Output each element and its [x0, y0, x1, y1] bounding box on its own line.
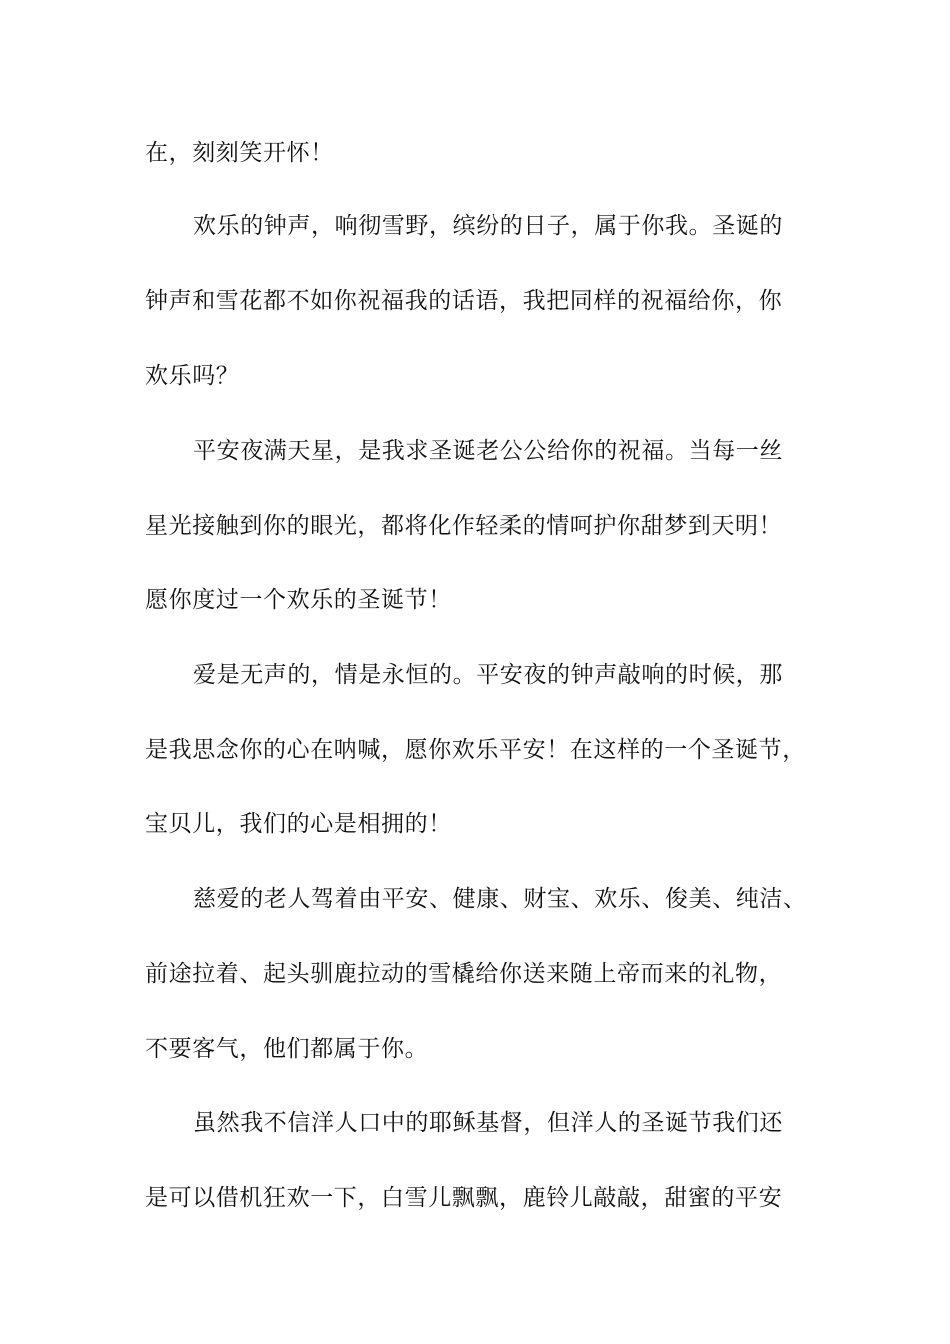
- text-line: 宝贝儿，我们的心是相拥的！: [145, 811, 452, 837]
- text-line: 欢乐吗？: [145, 363, 240, 389]
- text-line: 前途拉着、起头驯鹿拉动的雪橇给你送来随上帝而来的礼物，: [145, 961, 783, 987]
- text-line: 愿你度过一个欢乐的圣诞节！: [145, 587, 452, 613]
- text-line: 钟声和雪花都不如你祝福我的话语，我把同样的祝福给你，你: [145, 288, 783, 314]
- text-line: 是我思念你的心在呐喊，愿你欢乐平安！在这样的一个圣诞节，: [145, 737, 806, 763]
- text-line: 星光接触到你的眼光，都将化作轻柔的情呵护你甜梦到天明！: [145, 513, 783, 539]
- paragraph-first-line: 平安夜满天星，是我求圣诞老公公给你的祝福。当每一丝: [193, 438, 783, 464]
- paragraph-first-line: 慈爱的老人驾着由平安、健康、财宝、欢乐、俊美、纯洁、: [193, 886, 807, 912]
- paragraph-first-line: 爱是无声的，情是永恒的。平安夜的钟声敲响的时候，那: [193, 662, 783, 688]
- paragraph-first-line: 欢乐的钟声，响彻雪野，缤纷的日子，属于你我。圣诞的: [193, 213, 783, 239]
- paragraph-first-line: 虽然我不信洋人口中的耶稣基督，但洋人的圣诞节我们还: [193, 1110, 783, 1136]
- text-line: 不要客气，他们都属于你。: [145, 1036, 429, 1062]
- text-line: 在，刻刻笑开怀！: [145, 140, 334, 166]
- text-line: 是可以借机狂欢一下，白雪儿飘飘，鹿铃儿敲敲，甜蜜的平安: [145, 1185, 783, 1211]
